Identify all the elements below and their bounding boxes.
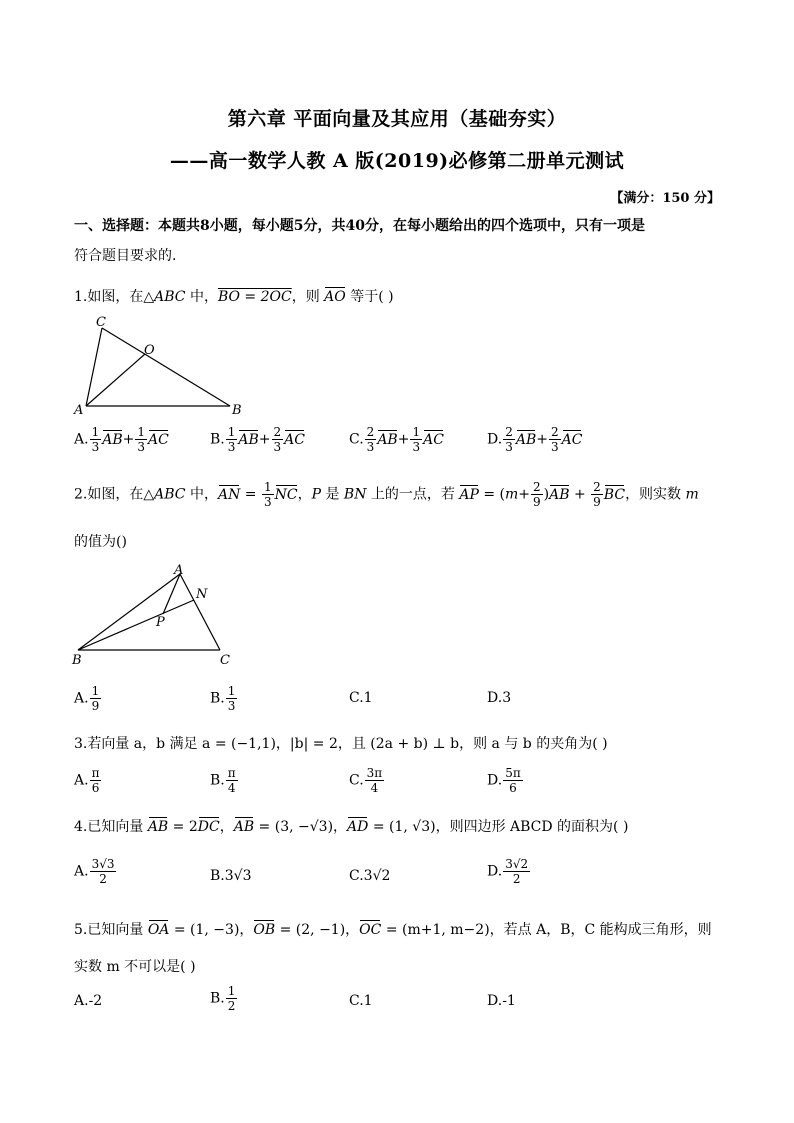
- question-2: 2.如图，在△ABC 中，AN = $\frac{1}{3}$ NC，P 是 BN 上的一点，若 AP = (m+ $\frac{2}{9}$ )AB + $\frac{2}{9}$ BC，则实数 m: [74, 480, 699, 509]
- section-heading-line1: 一、选择题：本题共8小题，每小题5分，共40分，在每小题给出的四个选项中，只有一项是: [74, 218, 645, 234]
- q4-option-d[interactable]: D. $\frac{3√2}{2}$: [487, 857, 529, 886]
- q1-option-b[interactable]: B. $\frac{1}{3}$ AB+ $\frac{2}{3}$ AC: [210, 425, 305, 454]
- q1-triangle-figure: [70, 314, 250, 418]
- q1-option-a[interactable]: A. $\frac{1}{3}$ AB+ $\frac{1}{3}$ AC: [74, 425, 169, 454]
- q2-option-d[interactable]: D.3: [487, 690, 512, 706]
- q3-option-c[interactable]: C. $\frac{3\pi}{4}$: [349, 766, 383, 795]
- q2-label-b: B: [72, 653, 82, 668]
- q2-option-b[interactable]: B. $\frac{1}{3}$: [210, 684, 236, 713]
- question-1: [74, 286, 724, 306]
- q1-label-a: A: [74, 403, 84, 418]
- q4-option-c[interactable]: C.3√2: [349, 868, 391, 884]
- q3-option-b[interactable]: B. $\frac{\pi}{4}$: [210, 766, 236, 795]
- q1-text-c: ，则: [291, 289, 325, 305]
- q1-text-a: 1.如图，在△: [74, 289, 155, 305]
- question-2-line2: 的值为(): [74, 534, 127, 550]
- full-score-label: 【满分：150 分】: [610, 191, 720, 206]
- q1-option-c[interactable]: C. $\frac{2}{3}$ AB+ $\frac{1}{3}$ AC: [349, 425, 444, 454]
- q1-text-d: 等于( ): [345, 289, 394, 305]
- q5-option-a[interactable]: A.-2: [74, 993, 103, 1009]
- question-5: 5.已知向量 OA = (1, −3)，OB = (2, −1)，OC = (m+1, m−2)，若点 A，B，C 能构成三角形，则: [74, 922, 712, 938]
- question-4: 4.已知向量 AB = 2DC，AB = (3, −√3)，AD = (1, √3)，则四边形 ABCD 的面积为( ): [74, 819, 629, 835]
- q1-option-d[interactable]: D. $\frac{2}{3}$ AB+ $\frac{2}{3}$ AC: [487, 425, 583, 454]
- q1-text-b: 中，: [185, 289, 218, 305]
- q1-triangle: ABC: [154, 289, 186, 305]
- q1-label-o: O: [144, 343, 155, 358]
- title-line-2: ——高一数学人教 A 版(2019)必修第二册单元测试: [169, 150, 625, 172]
- q2-label-a: A: [174, 563, 184, 578]
- q3-option-a[interactable]: A. $\frac{\pi}{6}$: [74, 766, 100, 795]
- q2-option-c[interactable]: C.1: [349, 690, 373, 706]
- q1-equation: BO = 2OC: [217, 289, 292, 305]
- title-line-1: 第六章 平面向量及其应用（基础夯实）: [227, 108, 567, 130]
- q4-option-b[interactable]: B.3√3: [210, 868, 252, 884]
- q3-option-d[interactable]: D. $\frac{5\pi}{6}$: [487, 766, 521, 795]
- q2-label-p: P: [156, 615, 165, 630]
- q1-vector-ao: AO: [324, 289, 346, 305]
- question-5-line2: 实数 m 不可以是( ): [74, 959, 196, 975]
- q2-label-n: N: [196, 587, 208, 602]
- q2-option-a[interactable]: A. $\frac{1}{9}$: [74, 684, 100, 713]
- q5-option-d[interactable]: D.-1: [487, 993, 516, 1009]
- q5-option-b[interactable]: B. $\frac{1}{2}$: [210, 984, 236, 1013]
- q1-label-c: C: [96, 315, 106, 330]
- section-heading-line2: 符合题目要求的.: [74, 248, 177, 264]
- q2-label-c: C: [220, 653, 230, 668]
- q5-option-c[interactable]: C.1: [349, 993, 373, 1009]
- question-3: 3.若向量 a，b 满足 a = (−1,1)，|b| = 2，且 (2a + b) ⊥ b，则 a 与 b 的夹角为( ): [74, 736, 608, 752]
- q2-triangle-figure: [68, 562, 248, 670]
- q4-option-a[interactable]: A. $\frac{3√3}{2}$: [74, 857, 115, 886]
- q1-label-b: B: [232, 403, 242, 418]
